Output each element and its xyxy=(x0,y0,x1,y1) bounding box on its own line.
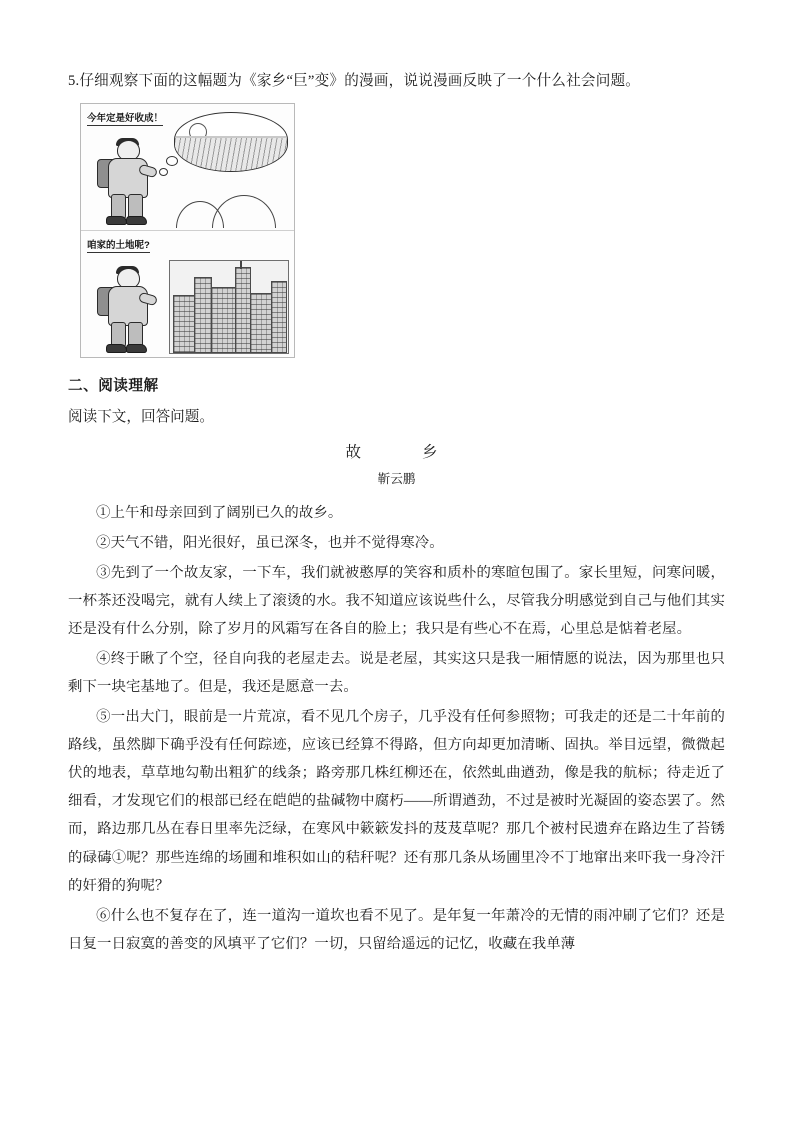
comic-panel-top xyxy=(81,104,294,231)
section-instruction: 阅读下文，回答问题。 xyxy=(68,408,214,425)
article-title: 故 乡 xyxy=(345,443,448,461)
paragraph-text: ③先到了一个故友家，一下车，我们就被憨厚的笑容和质朴的寒暄包围了。家长里短，问寒问暖，一杯茶还没喝完，就有人续上了滚烫的水。我不知道应该说些什么，尽管我分明感觉到自己与他们其实还是没有什么分别，除了岁月的风霜写在各自的脸上；我只是有些心不在焉，心里总是惦着老屋。 xyxy=(68,564,725,637)
thought-bubble-icon xyxy=(174,112,288,172)
article-paragraph-5 xyxy=(68,703,725,900)
comic-top-caption: 今年定是好收成！ xyxy=(87,110,163,126)
paragraph-text: ②天气不错，阳光很好，虽已深冬，也并不觉得寒冷。 xyxy=(96,534,444,551)
article-paragraph-1 xyxy=(68,499,725,527)
comic-panel-bottom xyxy=(81,230,294,358)
paragraph-text: ①上午和母亲回到了阔别已久的故乡。 xyxy=(96,504,343,521)
farmer-figure-bottom xyxy=(95,266,161,352)
article-paragraph-4 xyxy=(68,645,725,701)
hills-shape xyxy=(172,194,290,228)
article-paragraph-6 xyxy=(68,902,725,958)
comic-bottom-caption: 咱家的土地呢? xyxy=(87,237,150,253)
thought-dot-large-icon xyxy=(166,156,178,166)
paragraph-text: ⑤一出大门，眼前是一片荒凉，看不见几个房子，几乎没有任何参照物；可我走的还是二十年前的路线，虽然脚下确乎没有任何踪迹，应该已经算不得路，但方向却更加清晰、固执。举目远望，微微起伏的地表，草草地勾勒出粗犷的线条；路旁那几株红柳还在，依然虬曲遒劲，像是我的航标；待走近了细看，才发现它们的根部已经在皑皑的盐碱物中腐朽——所谓遒劲，不过是被时光凝固的姿态罢了。然而，路边那几丛在春日里率先泛绿，在寒风中簌簌发抖的芨芨草呢？那几个被村民遗弃在路边生了苔锈的碌碡①呢？那些连绵的场圃和堆积如山的秸秆呢？还有那几条从场圃里冷不丁地窜出来吓我一身冷汗的奸猾的狗呢？ xyxy=(68,709,725,894)
farmer-figure-top xyxy=(95,138,161,224)
article-author: 靳云鹏 xyxy=(377,471,416,486)
section-heading: 二、阅读理解 xyxy=(68,377,159,394)
city-skyline-shape xyxy=(169,260,289,354)
article-paragraph-3 xyxy=(68,559,725,643)
question-5-text: 5.仔细观察下面的这幅题为《家乡“巨”变》的漫画，说说漫画反映了一个什么社会问题。 xyxy=(68,73,641,89)
comic-illustration xyxy=(80,103,295,358)
paragraph-text: ④终于瞅了个空，径自向我的老屋走去。说是老屋，其实这只是我一厢情愿的说法，因为那里也只剩下一块宅基地了。但是，我还是愿意一去。 xyxy=(68,651,725,696)
article-paragraph-2 xyxy=(68,529,725,557)
paragraph-text: ⑥什么也不复存在了，连一道沟一道坎也看不见了。是年复一年萧冷的无情的雨冲刷了它们？还是日复一日寂寞的善变的风填平了它们？一切，只留给遥远的记忆，收藏在我单薄 xyxy=(68,907,725,952)
farmland-shape xyxy=(175,138,287,170)
